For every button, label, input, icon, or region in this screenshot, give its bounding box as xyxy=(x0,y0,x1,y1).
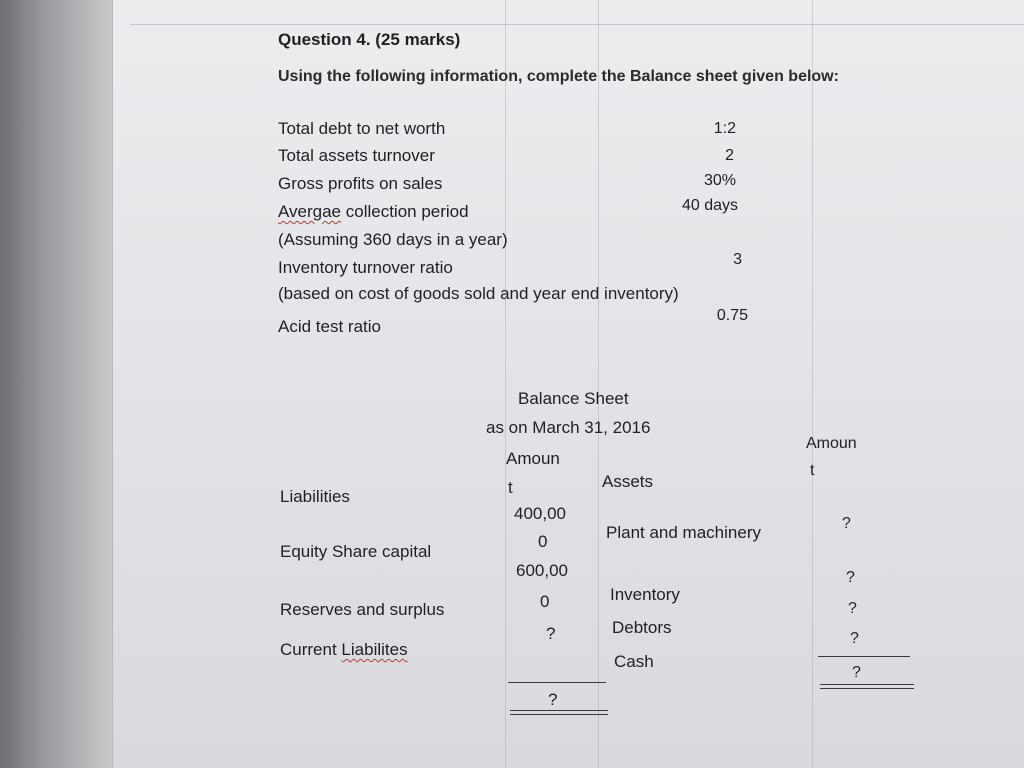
amount-header-right-1: Amoun xyxy=(806,435,857,452)
column-guide xyxy=(812,0,813,768)
page-top-border xyxy=(130,24,1024,25)
ratio-label-total-assets-turnover: Total assets turnover xyxy=(278,146,435,165)
ratio-value-acid-test: 0.75 xyxy=(716,307,748,324)
asset-inventory-amount: ? xyxy=(846,569,855,586)
liability-reserves-amount-1: 600,00 xyxy=(516,561,568,580)
asset-cash: Cash xyxy=(614,652,654,671)
assets-subtotal-line xyxy=(818,656,910,657)
screen-bezel xyxy=(0,0,112,768)
ratio-value-total-assets-turnover: 2 xyxy=(725,147,734,164)
misspelled-word: Liabilites xyxy=(341,640,408,659)
ratio-value-gross-profit: 30% xyxy=(703,172,736,189)
amount-header-right-2: t xyxy=(810,462,815,479)
assets-total-double-line xyxy=(820,684,914,689)
ratio-label-debt-to-net-worth: Total debt to net worth xyxy=(278,119,446,138)
column-guide xyxy=(505,0,506,768)
ratio-label-gross-profit: Gross profits on sales xyxy=(278,174,443,193)
liability-equity-amount-1: 400,00 xyxy=(514,504,566,523)
question-title: Question 4. (25 marks) xyxy=(278,30,461,49)
balance-sheet-date: as on March 31, 2016 xyxy=(486,418,651,437)
ratio-note-360-days: (Assuming 360 days in a year) xyxy=(278,230,508,249)
asset-debtors: Debtors xyxy=(612,618,672,637)
liabilities-total: ? xyxy=(548,690,558,709)
ratio-label-acid-test: Acid test ratio xyxy=(278,317,381,336)
ratio-note-cogs: (based on cost of goods sold and year end inventory) xyxy=(278,284,679,303)
amount-header-left-1: Amoun xyxy=(506,449,560,468)
asset-inventory: Inventory xyxy=(610,585,680,604)
asset-debtors-amount: ? xyxy=(848,600,857,617)
liabilities-header: Liabilities xyxy=(280,487,350,506)
liability-current-liabilities xyxy=(280,640,408,660)
misspelled-word: Avergae xyxy=(278,202,342,221)
assets-header: Assets xyxy=(602,472,654,491)
liability-equity-amount-2: 0 xyxy=(538,532,548,551)
ratio-value-inventory-turnover: 3 xyxy=(733,251,742,268)
ratio-label-collection-period xyxy=(278,202,469,222)
ratio-value-debt-to-net-worth: 1:2 xyxy=(713,120,736,137)
question-instruction: Using the following information, complete the Balance sheet given below: xyxy=(278,68,839,85)
asset-cash-amount: ? xyxy=(850,630,859,647)
assets-total: ? xyxy=(852,664,861,681)
document-page xyxy=(112,0,1024,768)
ratio-label-inventory-turnover: Inventory turnover ratio xyxy=(278,258,453,277)
liabilities-total-double-line xyxy=(510,710,608,715)
asset-plant-machinery: Plant and machinery xyxy=(606,523,761,542)
amount-header-left-2: t xyxy=(508,478,513,497)
column-guide xyxy=(598,0,599,768)
ratio-label-collection-period-rest: collection period xyxy=(341,202,469,221)
balance-sheet-title: Balance Sheet xyxy=(518,389,629,408)
liabilities-subtotal-line xyxy=(508,682,606,683)
asset-plant-amount: ? xyxy=(842,515,851,532)
liability-equity-share-capital: Equity Share capital xyxy=(280,542,432,561)
liability-reserves-surplus: Reserves and surplus xyxy=(280,600,445,619)
ratio-value-collection-period: 40 days xyxy=(681,197,738,214)
liability-reserves-amount-2: 0 xyxy=(540,592,550,611)
liability-current-amount: ? xyxy=(546,624,556,643)
liability-current-label: Current xyxy=(280,640,342,659)
